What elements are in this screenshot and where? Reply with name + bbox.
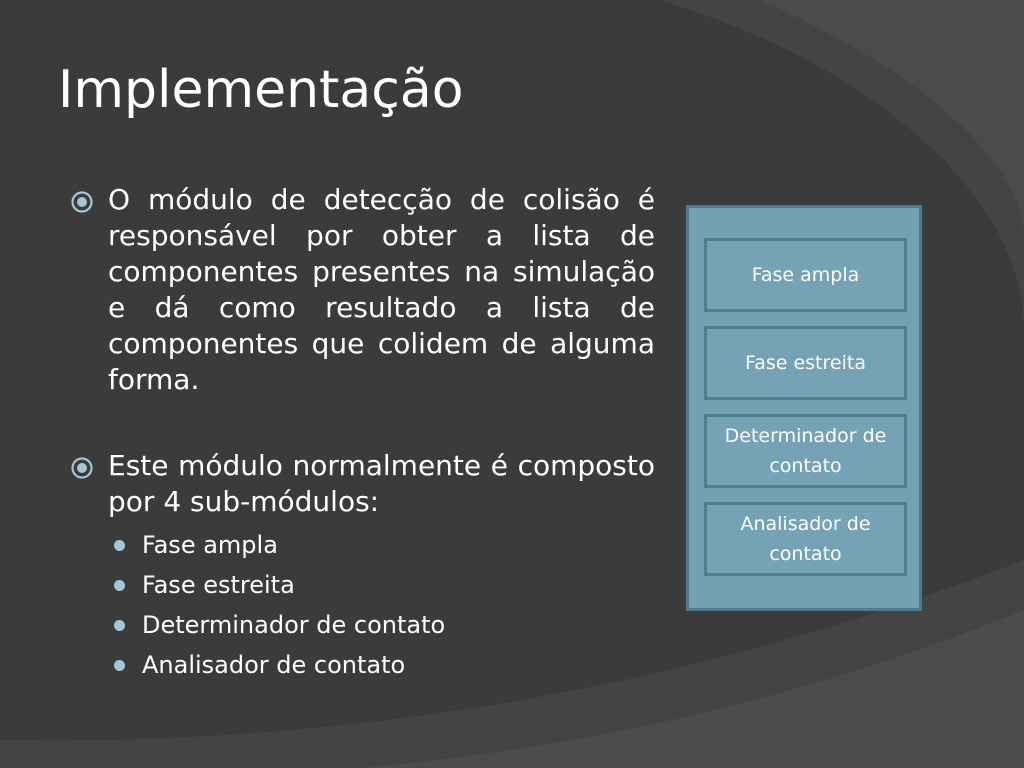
diagram-box-label: Analisador de contato [740,513,871,565]
bullet-item [70,182,655,398]
filled-circle-icon [114,580,125,591]
sub-bullet-text: Determinador de contato [142,611,446,639]
circled-dot-icon [70,190,94,214]
diagram-box-determinador-de-contato [704,414,907,488]
filled-circle-icon [114,540,125,551]
sub-bullet-text: Analisador de contato [142,651,406,679]
sub-bullet-item [108,565,655,605]
circled-dot-icon [70,456,94,480]
sub-bullet-item [108,605,655,645]
filled-circle-icon [114,620,125,631]
submodules-diagram [686,205,922,611]
sub-bullet-text: Fase estreita [142,571,295,599]
diagram-box-fase-estreita [704,326,907,400]
filled-circle-icon [114,660,125,671]
sub-bullet-text: Fase ampla [142,531,278,559]
diagram-box-analisador-de-contato [704,502,907,576]
diagram-box-label: Fase ampla [751,264,860,286]
slide-body [70,182,655,685]
diagram-box-fase-ampla [704,238,907,312]
bullet-text: Este módulo normalmente é composto por 4 sub-módulos: [108,449,655,518]
bullet-text: O módulo de detecção de colisão é responsável por obter a lista de componentes presentes na simulação e dá como resultado a lista de componentes que colidem de alguma forma. [108,183,655,396]
bullet-item [70,448,655,685]
diagram-box-label: Fase estreita [745,352,866,374]
slide-title: Implementação [58,60,464,120]
sub-bullet-list [108,525,655,685]
sub-bullet-item [108,525,655,565]
sub-bullet-item [108,645,655,685]
diagram-box-label: Determinador de contato [724,425,887,477]
